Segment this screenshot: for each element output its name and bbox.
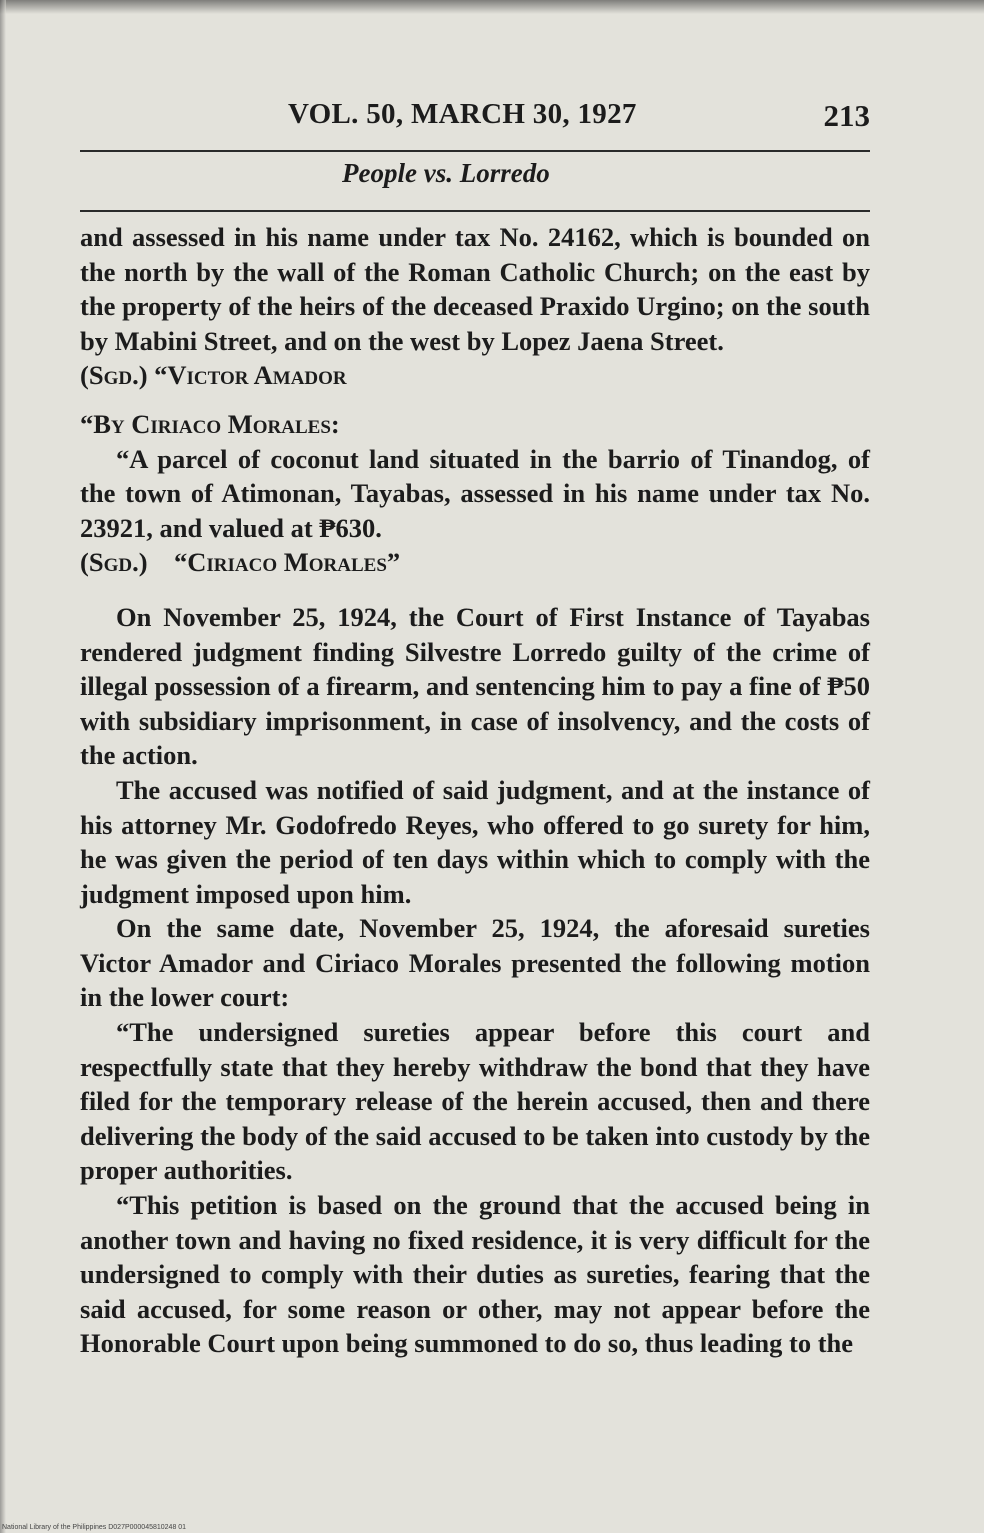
paragraph-continued: and assessed in his name under tax No. 24162, which is bounded on the north by the wall of the Roman Catholic Church; on the east by the property of the heirs of the deceased Praxido Urgino; on the south by Mabini Street, and on the west by Lopez Jaena Street. <box>80 222 870 356</box>
running-head: VOL. 50, MARCH 30, 1927 <box>288 98 637 130</box>
paragraph-motion: “The undersigned sureties appear before this court and respectfully state that they hereby withdraw the bond that they have filed for the temporary release of the herein accused, then and there delivering the body of the said accused to be taken into custody by the proper authorities. <box>80 1017 870 1186</box>
signature-amador: (Sgd.) “Victor Amador <box>80 360 347 391</box>
page-number: 213 <box>823 98 870 133</box>
paragraph-judgment: On November 25, 1924, the Court of First Instance of Tayabas rendered judgment finding Silvestre Lorredo guilty of the crime of illegal possession of a firearm, and sentencing him to pay a fine of ₱50 with subsidiary imprisonment, in case of insolvency, and the costs of the action. <box>80 601 870 771</box>
paragraph-sureties: On the same date, November 25, 1924, the aforesaid sureties Victor Amador and Ciriaco Morales presented the following motion in the lower court: <box>80 913 870 1013</box>
scan-edge-left <box>0 0 6 1533</box>
header-rule-top <box>80 150 870 152</box>
library-footer-note: National Library of the Philippines D027P000045810248 01 <box>2 1524 187 1531</box>
paragraph-morales-parcel: “A parcel of coconut land situated in the barrio of Tinandog, of the town of Atimonan, Tayabas, assessed in his name under tax No. 23921, and valued at ₱630. <box>80 443 870 543</box>
case-title: People vs. Lorredo <box>342 158 550 188</box>
header-rule-bottom <box>80 210 870 212</box>
page-body <box>80 220 870 1361</box>
signature-morales: (Sgd.) “Ciriaco Morales” <box>80 547 401 578</box>
scan-edge-top <box>0 0 984 14</box>
paragraph-petition: “This petition is based on the ground that the accused being in another town and having no fixed residence, it is very difficult for the undersigned to comply with their duties as sureties, fearing that the said accused, for some reason or other, may not appear before the Honorable Court upon being summoned to do so, thus leading to the <box>80 1190 870 1359</box>
page-header <box>80 98 870 138</box>
by-morales-heading: “By Ciriaco Morales: <box>80 408 340 439</box>
paragraph-notified: The accused was notified of said judgment, and at the instance of his attorney Mr. Godofredo Reyes, who offered to go surety for him, he was given the period of ten days within which to comply with the judgment imposed upon him. <box>80 774 870 909</box>
